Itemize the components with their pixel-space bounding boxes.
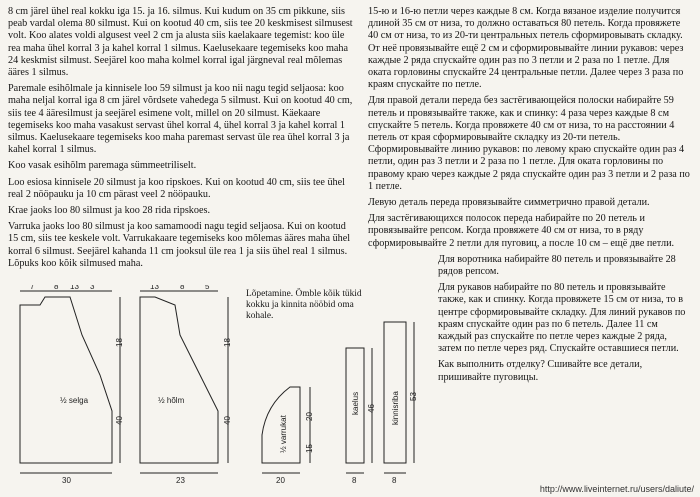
estonian-instructions (8, 6, 358, 274)
dim-label: 53 (409, 392, 418, 401)
paragraph: Paremale esihõlmale ja kinnisele loo 59 silmust ja koo nii nagu tegid seljaosa: koo maha neljal korral iga 8 cm järel võrdsete vahedega 5 silmust. Kui on kootud 40 cm, siis tee 4 ääresilmust ja seejärel esimene volt, millel on 20 silmust. Käekaare tegemiseks koo maha vasakust servast ühel korral 4, ühel korral 3 ja kahel korral 1 silmus. Kaelusekaare tegemiseks koo maha paremast servast üle rea ühel korral 3 ja kahel korral 1 silmus. (8, 83, 353, 156)
paragraph: Varruka jaoks loo 80 silmust ja koo samamoodi nagu tegid seljaosa. Kui on kootud 15 cm, siis tee keskele volt. Varrukakaare tegemiseks koo mõlemas ääres maha ühel korral 6 silmust. Seejärel kahanda 11 cm jooksul üle rea 1 ja siis ühel real 1 silmus. Lõpuks koo kõik silmused maha. (8, 221, 351, 269)
dim-label: 7 (30, 285, 35, 291)
dim-label: 13 (150, 285, 159, 291)
dim-label: 18 (115, 338, 124, 347)
dim-label: 23 (176, 476, 185, 485)
dim-label: 40 (223, 416, 232, 425)
back-piece-outline (20, 297, 112, 463)
dim-label: 8 (54, 285, 59, 291)
front-piece-outline (140, 297, 218, 463)
sleeve-label: ½ varrukat (279, 415, 288, 453)
dim-label: 15 (305, 444, 314, 453)
dim-label: 30 (62, 476, 71, 485)
paragraph: Для воротника набирайте 80 петель и провязывайте 28 рядов репсом. (438, 253, 676, 278)
dim-label: 3 (90, 285, 95, 291)
paragraph: Krae jaoks loo 80 silmust ja koo 28 rida ripskoes. (8, 205, 211, 217)
watermark-url: http://www.liveinternet.ru/users/daliute/ (539, 484, 694, 494)
dim-label: 46 (367, 404, 376, 413)
dim-label: 20 (276, 476, 285, 485)
dim-label: 5 (205, 285, 210, 291)
paragraph: Как выполнить отделку? Сшивайте все детали, пришивайте пуговицы. (438, 359, 643, 383)
schematic-diagram (0, 285, 470, 497)
paragraph: Для правой детали переда без застёгивающейся полоски набирайте 59 петель и провязывайте также, как и спинку: 4 раза через каждые 8 см спускайте 5 петель. Когда провяжете 40 см от низа, то на расстоянии 4 петель от края сформировывайте складку из 20-ти петель. Сформировывайте линию рукавов: по левому краю спускайте один раз 4 петли, один раз 3 петли и 2 раза по 1 петле. Для оката горловины по правому краю через каждые 2 ряда спускайте один раз 3 петли и 2 раза по 1 петле. (368, 95, 690, 192)
back-label: ½ selga (60, 396, 89, 405)
dim-label: 8 (392, 476, 397, 485)
finishing-caption: Lõpetamine. Ömble kõik tükid kokku ja kinnita nööbid oma kohale. (246, 289, 362, 321)
paragraph: Для застёгивающихся полосок переда набирайте по 20 петель и провязывайте репсом. Когда провяжете 40 см от низа, то в ряду сформировывайте 2 петли для пуговиц, а после 10 см – ещё две петли. (368, 213, 675, 249)
paragraph: 8 cm järel ühel real kokku iga 15. ja 16. silmus. Kui kudum on 35 cm pikkune, siis peab vardal olema 80 silmust. Kui on kootud 40 cm, siis tee 20 keskmisest silmusest volt. Koo alates voldi algusest veel 2 cm ja alusta siis kaelakaare tegemist: koo üle rea maha ühel korral 3 ja kahel korral 1 silmus. Kaelusekaare tegemiseks koo maha 24 keskmist silmust. Seejärel koo maha kolmel korral igal järgneval real mõlemas ääres 1 silmus. (8, 6, 353, 79)
front-label: ½ hõlm (158, 396, 185, 405)
band-label: kinnisriba (391, 391, 400, 425)
collar-label: kaelus (351, 391, 360, 415)
paragraph: Loo esiosa kinnisele 20 silmust ja koo ripskoes. Kui on kootud 40 cm, siis tee ühel real 2 nööpauku ja 10 cm pärast veel 2 nööpauku. (8, 176, 346, 200)
paragraph: 15-ю и 16-ю петли через каждые 8 см. Когда вязаное изделие получится длиной 35 см от низа, то должно оставаться 80 петель. Когда провяжете 40 см от низа, то из 20-ти центральных петель сформировывать складку. От неё провязывайте ещё 2 см и сформировывайте линии рукавов: через каждые 2 ряда спускайте один раз по 3 петли и 2 раза по 1 петле. Для оката горловины спускайте 24 центральные петли. Далее через 3 раза по краям спускайте по петле. (368, 6, 684, 91)
paragraph: Для рукавов набирайте по 80 петель и провязывайте также, как и спинку. Когда провяжете 15 см от низа, то в центре сформировывайте складку. Для линий рукавов по краям спускайте один раз по 6 петель. Далее 11 см каждый раз спускайте по петле через каждые 2 ряда, затем по петле через ряд. Спускайте оставшиеся петли. (438, 282, 686, 355)
paragraph: Левую деталь переда провязывайте симметрично правой детали. (368, 197, 650, 209)
dim-label: 8 (352, 476, 357, 485)
dim-label: 40 (115, 416, 124, 425)
dim-label: 20 (305, 412, 314, 421)
paragraph: Koo vasak esihõlm paremaga sümmeetriliselt. (8, 160, 197, 172)
dim-label: 18 (223, 338, 232, 347)
dim-label: 13 (70, 285, 79, 291)
dim-label: 8 (180, 285, 185, 291)
